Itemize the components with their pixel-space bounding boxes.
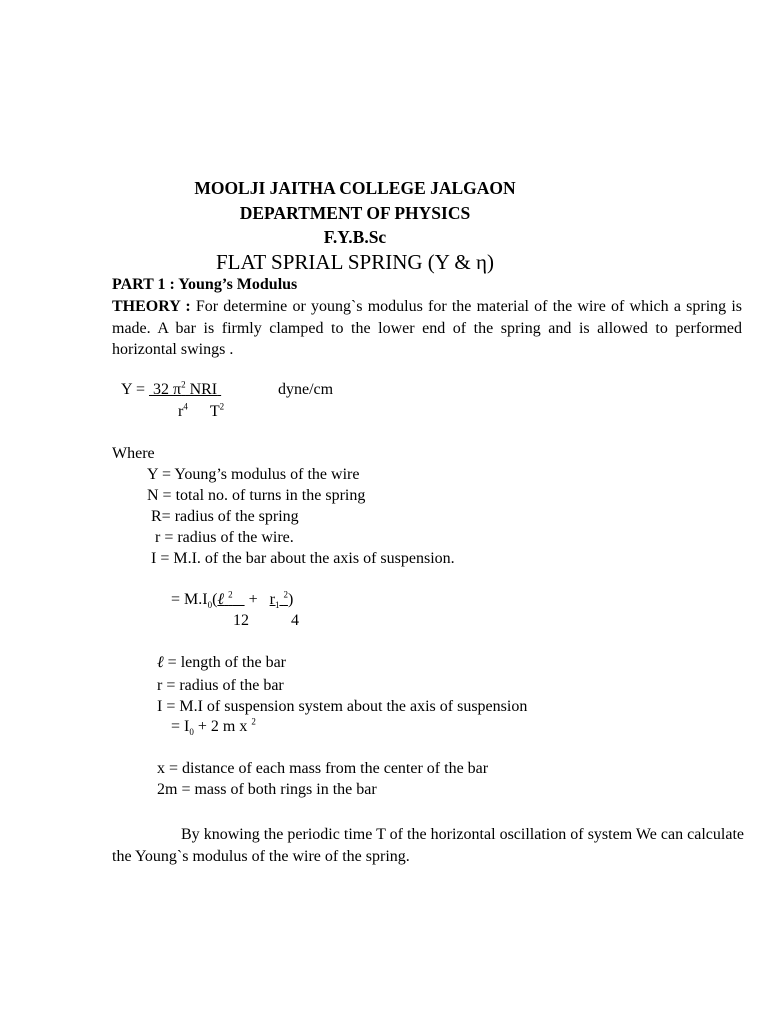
formula-i-numerator: = $M.I_0(\ell$ $^2$ + $r_1$ $^2$) xyxy=(171,589,294,611)
def-m-line: 2m = mass of both rings in the bar xyxy=(157,781,377,798)
def-i-line: I = M.I of suspension system about the axis of suspension xyxy=(157,698,528,715)
part1-topic: Young’s Modulus xyxy=(178,276,298,293)
formula-i-ell: ℓ $^2$ xyxy=(217,589,233,608)
formula-y-unit: dyne/cm xyxy=(278,381,334,398)
where-label: Where xyxy=(112,445,155,462)
theory-label: THEORY : xyxy=(112,298,191,315)
conclusion-paragraph: By knowing the periodic time T of the horizontal oscillation of system We can calculate the Young`s modulus of the wire of the spring. xyxy=(112,826,744,865)
formula-y-numerator xyxy=(121,379,221,398)
theory-text: For determine or young`s modulus for the material of the wire of which a spring is made. A bar is firmly clamped to the lower end of the spring and is allowed to performed horizontal swings . xyxy=(112,298,742,358)
formula-i-den-4: 4 xyxy=(291,612,299,629)
page-title: FLAT SPRIAL SPRING (Y & η) xyxy=(216,250,494,274)
department-name: DEPARTMENT OF PHYSICS xyxy=(239,203,471,223)
def-i-equation: = $I_0 + 2$ m x $^2$ xyxy=(171,716,256,738)
formula-y-num: 32 $\pi^2$ NRI xyxy=(152,379,218,398)
def-ell-line: ℓ = length of the bar xyxy=(157,654,286,671)
where-line: N = total no. of turns in the spring xyxy=(147,487,366,504)
college-name: MOOLJI JAITHA COLLEGE JALGAON xyxy=(194,178,516,198)
formula-i-den-12: 12 xyxy=(233,612,249,629)
where-line: r = radius of the wire. xyxy=(155,529,294,546)
part1-label: PART 1 : xyxy=(112,276,175,293)
def-r-line: r = radius of the bar xyxy=(157,677,284,694)
formula-y-lhs: Y = xyxy=(121,381,149,398)
def-x-line: x = distance of each mass from the center of the bar xyxy=(157,760,489,777)
where-line: Y = Young’s modulus of the wire xyxy=(147,466,360,483)
formula-i-r1: $r_1$ $^2$ xyxy=(269,589,288,611)
formula-y-denominator: $r^4$ $T^2$ xyxy=(178,401,225,420)
part1-heading xyxy=(112,277,297,293)
where-line: R= radius of the spring xyxy=(151,508,299,525)
class-name: F.Y.B.Sc xyxy=(323,227,387,247)
theory-paragraph xyxy=(112,296,742,361)
where-line: I = M.I. of the bar about the axis of suspension. xyxy=(151,550,455,567)
